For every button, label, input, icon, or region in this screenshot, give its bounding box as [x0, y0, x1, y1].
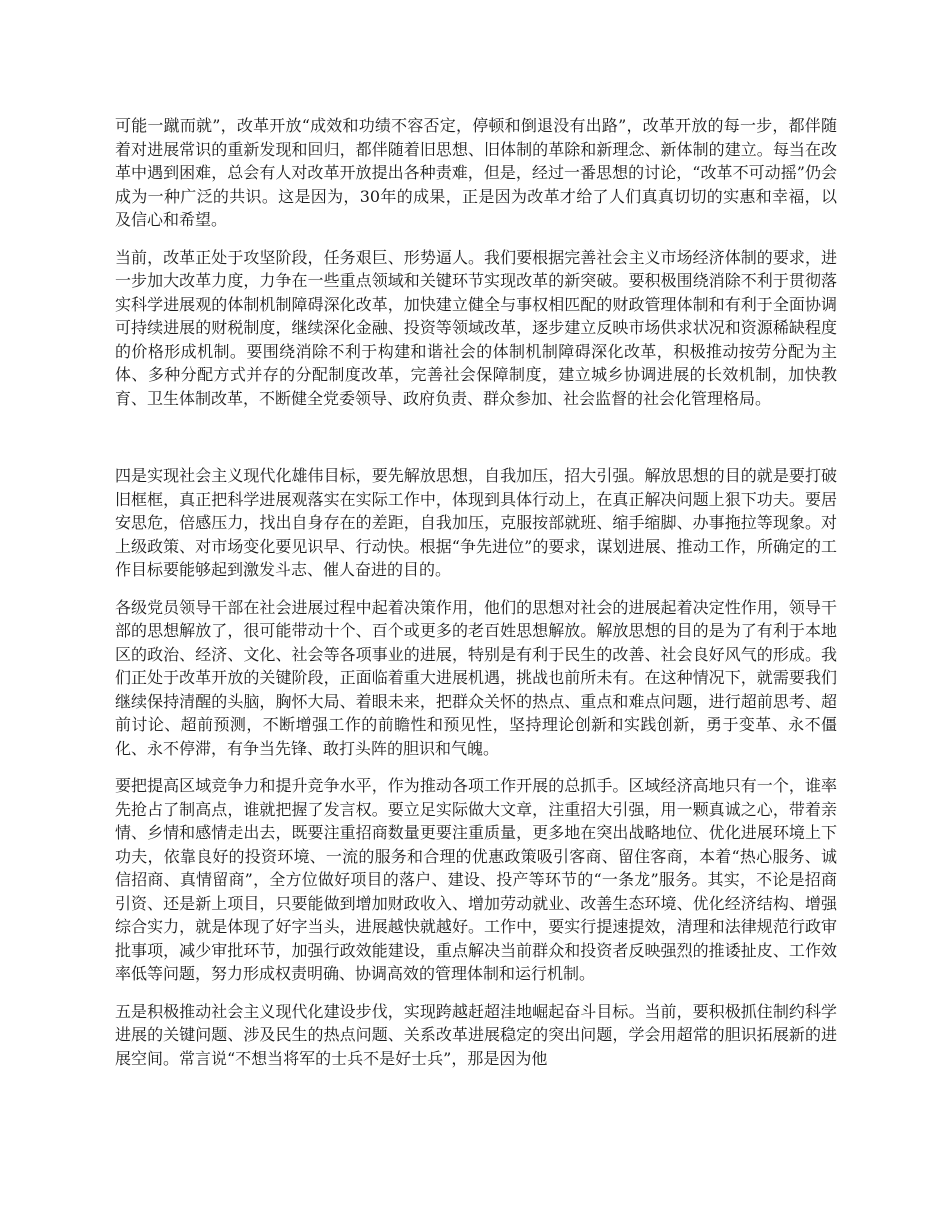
paragraph-party-leaders: 各级党员领导干部在社会进展过程中起着决策作用，他们的思想对社会的进展起着决定性作用，领导干部的思想解放了，很可能带动十个、百个或更多的老百姓思想解放。解放思想的目的是为了有利于本地区的政治、经济、文化、社会等各项事业的进展，特别是有利于民生的改善、社会良好风气的形成。我们正处于改革开放的关键阶段，正面临着重大进展机遇，挑战也前所未有。在这种情况下，就需要我们继续保持清醒的头脑，胸怀大局、着眼未来，把群众关怀的热点、重点和难点问题，进行超前思考、超前讨论、超前预测，不断增强工作的前瞻性和预见性，坚持理论创新和实践创新，勇于变革、永不僵化、永不停滞，有争当先锋、敢打头阵的胆识和气魄。: [115, 597, 837, 758]
paragraph-reform-consensus: 可能一蹴而就”，改革开放“成效和功绩不容否定，停顿和倒退没有出路”，改革开放的每一步，都伴随着对进展常识的重新发现和回归，都伴随着旧思想、旧体制的革除和新理念、新体制的建立。每当在改革中遇到困难，总会有人对改革开放提出各种责难，但是，经过一番思想的讨论，“改革不可动摇”仍会成为一种广泛的共识。这是因为，30年的成果，正是因为改革才给了人们真真切切的实惠和幸福，以及信心和希望。: [115, 116, 837, 229]
document-body: [115, 114, 837, 1084]
paragraph-point-four: 四是实现社会主义现代化雄伟目标，要先解放思想，自我加压，招大引强。解放思想的目的就是要打破旧框框，真正把科学进展观落实在实际工作中，体现到具体行动上，在真正解决问题上狠下功夫。要居安思危，倍感压力，找出自身存在的差距，自我加压，克服按部就班、缩手缩脚、办事拖拉等现象。对上级政策、对市场变化要见识早、行动快。根据“争先进位”的要求，谋划进展、推动工作，所确定的工作目标要能够起到激发斗志、催人奋进的目的。: [115, 466, 837, 579]
paragraph-point-five: 五是积极推动社会主义现代化建设步伐，实现跨越赶超洼地崛起奋斗目标。当前，要积极抓住制约科学进展的关键问题、涉及民生的热点问题、关系改革进展稳定的突出问题，学会用超常的胆识拓展新的进展空间。常言说“不想当将军的士兵不是好士兵”，那是因为他: [115, 1001, 837, 1068]
paragraph-regional-competitiveness: 要把提高区域竞争力和提升竞争水平，作为推动各项工作开展的总抓手。区域经济高地只有一个，谁率先抢占了制高点，谁就把握了发言权。要立足实际做大文章，注重招大引强，用一颗真诚之心，带着亲情、乡情和感情走出去，既要注重招商数量更要注重质量，更多地在突出战略地位、优化进展环境上下功夫，依靠良好的投资环境、一流的服务和合理的优惠政策吸引客商、留住客商，本着“热心服务、诚信招商、真情留商”，全方位做好项目的落户、建设、投产等环节的“一条龙”服务。其实，不论是招商引资、还是新上项目，只要能做到增加财政收入、增加劳动就业、改善生态环境、优化经济结构、增强综合实力，就是体现了好字当头，进展越快就越好。工作中，要实行提速提效，清理和法律规范行政审批事项，减少审批环节，加强行政效能建设，重点解决当前群众和投资者反映强烈的推诿扯皮、工作效率低等问题，努力形成权责明确、协调高效的管理体制和运行机制。: [115, 776, 837, 983]
paragraph-reform-current-stage: 当前，改革正处于攻坚阶段，任务艰巨、形势逼人。我们要根据完善社会主义市场经济体制的要求，进一步加大改革力度，力争在一些重点领域和关键环节实现改革的新突破。要积极围绕消除不利于贯彻落实科学进展观的体制机制障碍深化改革，加快建立健全与事权相匹配的财政管理体制和有利于全面协调可持续进展的财税制度，继续深化金融、投资等领域改革，逐步建立反映市场供求状况和资源稀缺程度的价格形成机制。要围绕消除不利于构建和谐社会的体制机制障碍深化改革，积极推动按劳分配为主体、多种分配方式并存的分配制度改革，完善社会保障制度，建立城乡协调进展的长效机制，加快教育、卫生体制改革，不断健全党委领导、政府负责、群众参加、社会监督的社会化管理格局。: [115, 247, 837, 408]
